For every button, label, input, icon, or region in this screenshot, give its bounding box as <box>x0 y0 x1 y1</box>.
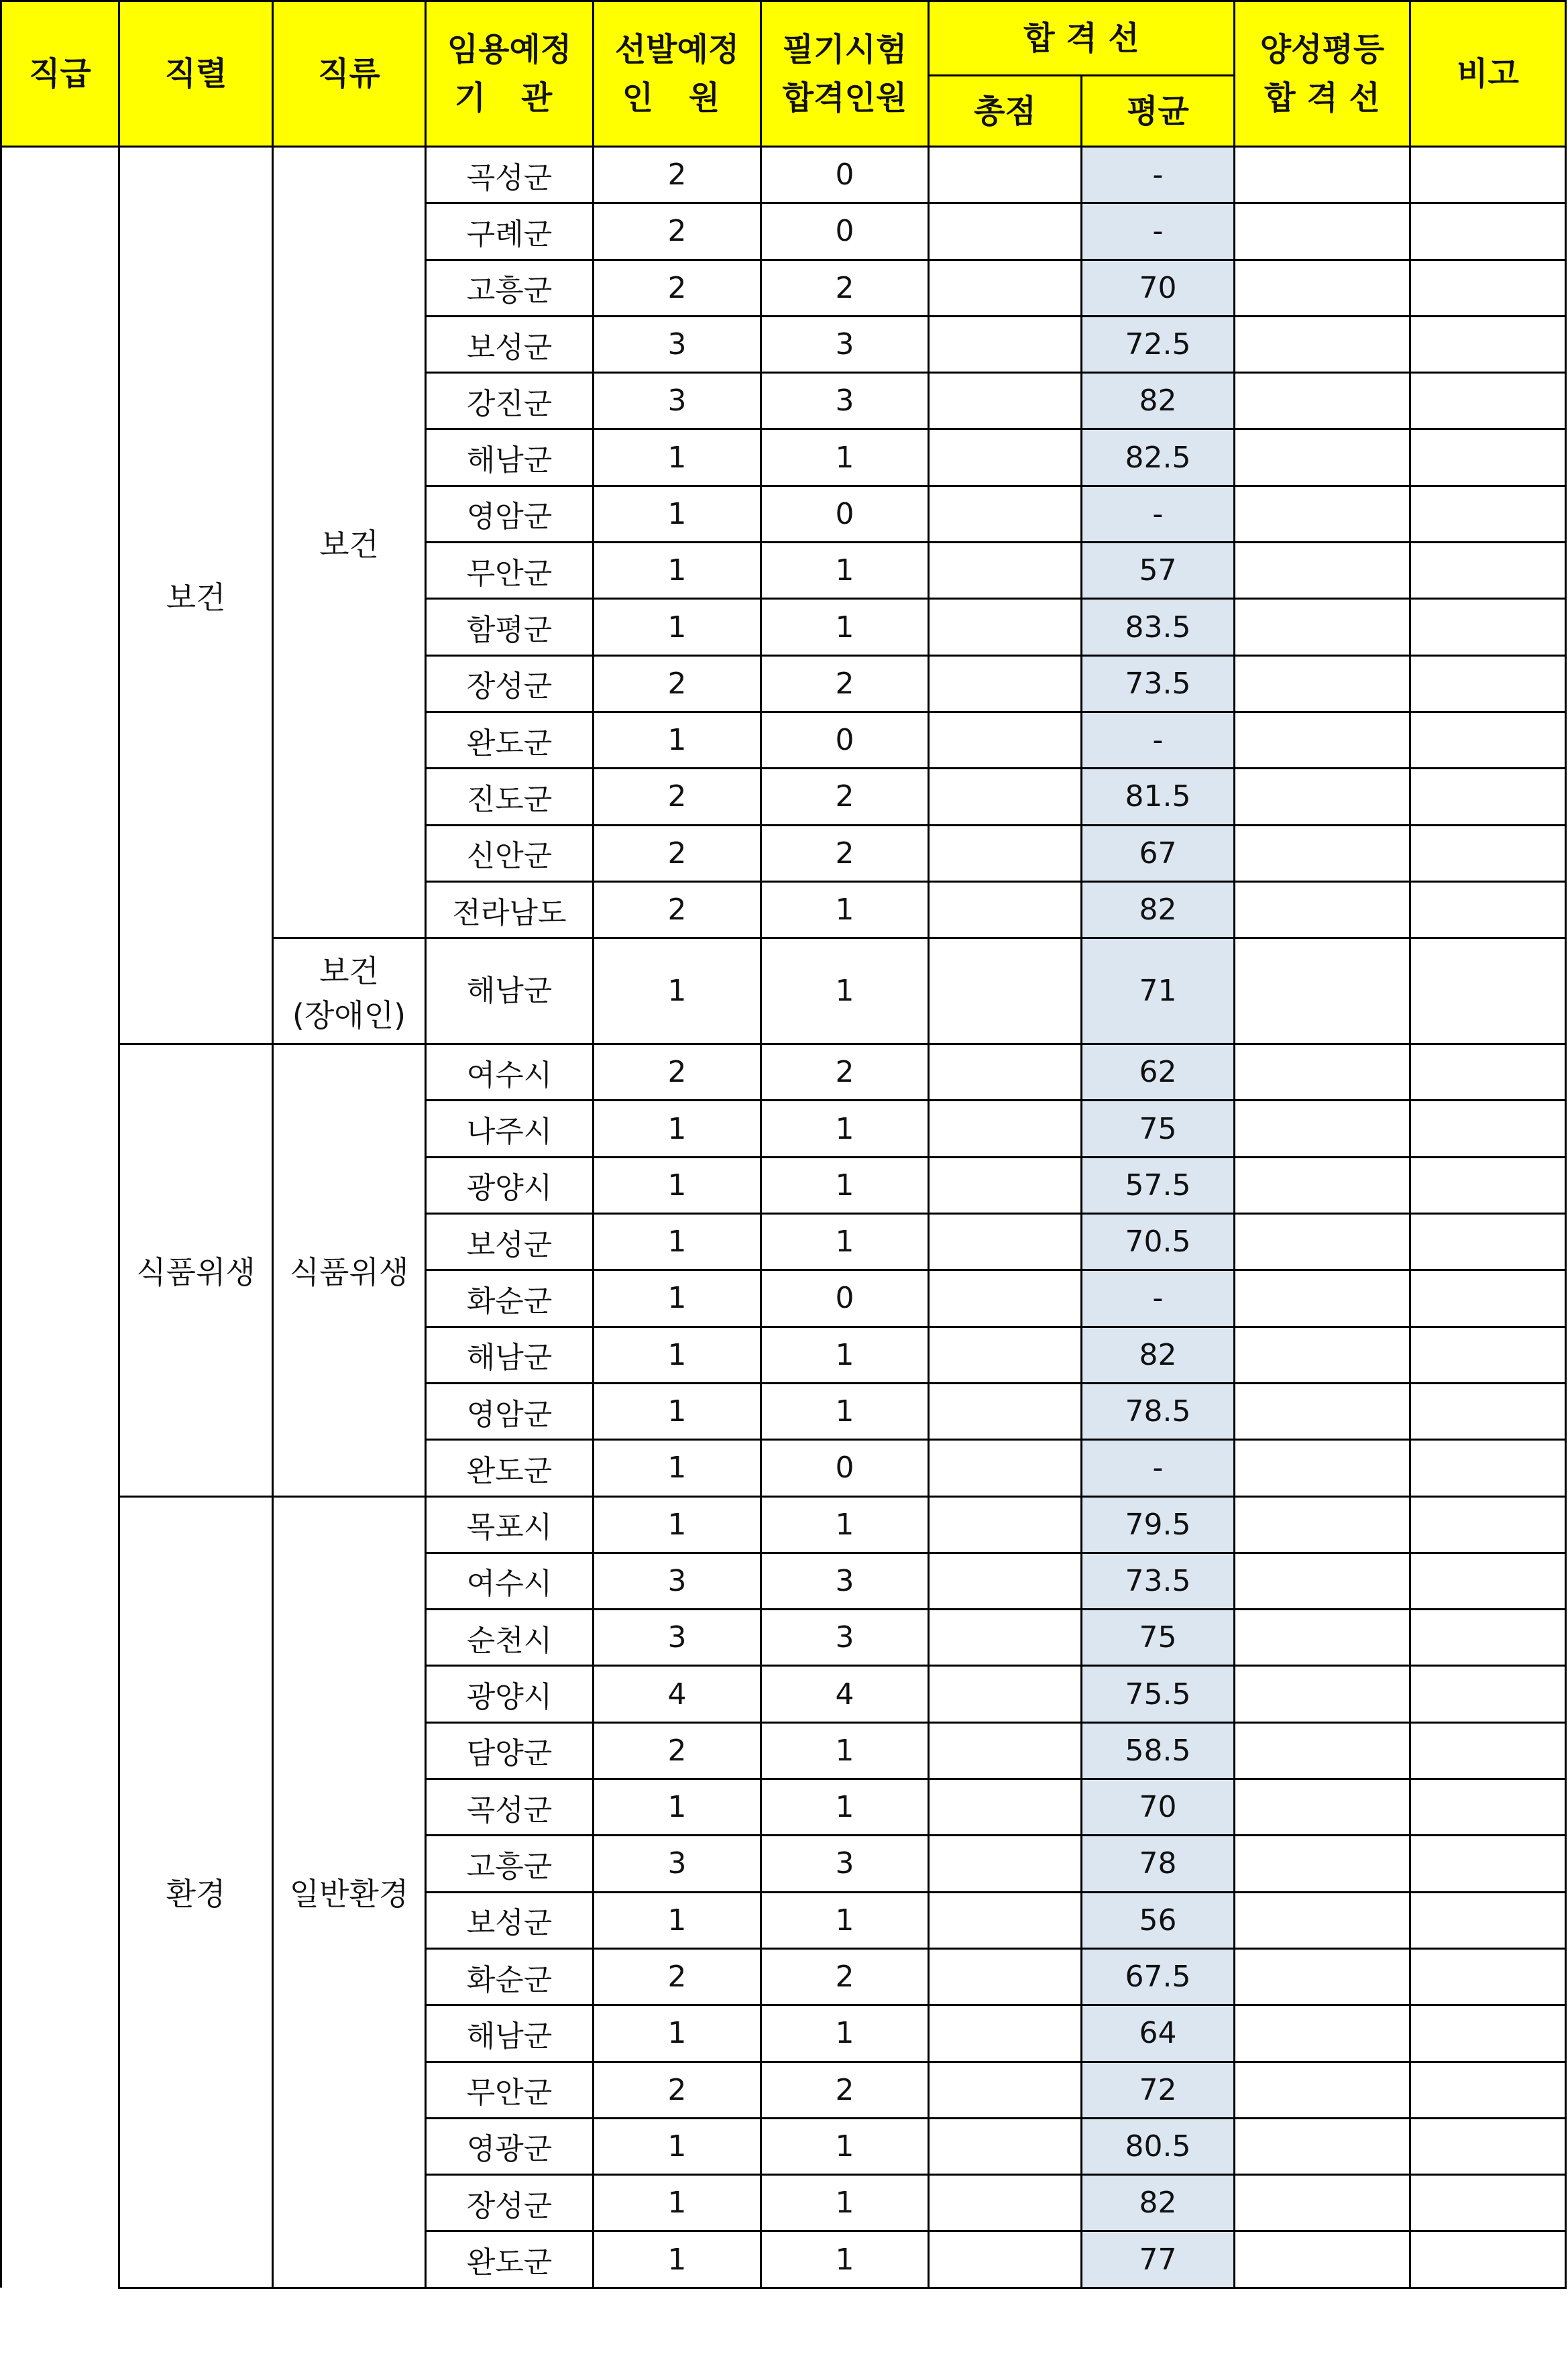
avg-cell: 75.5 <box>1082 1666 1235 1722</box>
selected-cell: 4 <box>594 1666 761 1722</box>
type-env: 일반환경 <box>273 1496 426 2288</box>
avg-cell: 82 <box>1082 2175 1235 2231</box>
total-cell <box>929 1440 1082 1496</box>
note-cell <box>1410 203 1566 260</box>
avg-cell: 64 <box>1082 2005 1235 2062</box>
selected-cell: 1 <box>594 1157 761 1213</box>
agency-cell: 영광군 <box>426 2118 594 2174</box>
header-selected-bottom: 인 원 <box>622 79 732 117</box>
header-note: 비고 <box>1410 1 1566 147</box>
type-food: 식품위생 <box>273 1044 426 1496</box>
total-cell <box>929 712 1082 768</box>
passed-cell: 3 <box>761 316 929 372</box>
passed-cell: 1 <box>761 1383 929 1439</box>
header-cutoff-avg: 평균 <box>1082 76 1235 147</box>
selected-cell: 2 <box>594 1722 761 1779</box>
passed-cell: 2 <box>761 260 929 316</box>
selected-cell: 1 <box>594 1892 761 1948</box>
selected-cell: 1 <box>594 1383 761 1439</box>
gender-cell <box>1235 1101 1410 1157</box>
note-cell <box>1410 429 1566 486</box>
passed-cell: 1 <box>761 429 929 486</box>
agency-cell: 진도군 <box>426 769 594 825</box>
avg-cell: 62 <box>1082 1044 1235 1101</box>
agency-cell: 영암군 <box>426 1383 594 1439</box>
passed-cell: 2 <box>761 769 929 825</box>
total-cell <box>929 1214 1082 1270</box>
total-cell <box>929 2005 1082 2062</box>
selected-cell: 2 <box>594 260 761 316</box>
header-grade: 직급 <box>1 1 119 147</box>
agency-cell: 보성군 <box>426 1214 594 1270</box>
selected-cell: 1 <box>594 2118 761 2174</box>
selected-cell: 1 <box>594 1270 761 1327</box>
selected-cell: 1 <box>594 1101 761 1157</box>
avg-cell: - <box>1082 147 1235 203</box>
agency-cell: 함평군 <box>426 599 594 655</box>
avg-cell: 57 <box>1082 543 1235 599</box>
header-gender-bottom: 합 격 선 <box>1264 79 1380 117</box>
selected-cell: 1 <box>594 1496 761 1553</box>
selected-cell: 3 <box>594 373 761 429</box>
avg-cell: 58.5 <box>1082 1722 1235 1779</box>
note-cell <box>1410 147 1566 203</box>
agency-cell: 광양시 <box>426 1666 594 1722</box>
selected-cell: 1 <box>594 486 761 542</box>
avg-cell: 83.5 <box>1082 599 1235 655</box>
passed-cell: 1 <box>761 2231 929 2288</box>
header-selected <box>594 1 761 147</box>
total-cell <box>929 1722 1082 1779</box>
avg-cell: 57.5 <box>1082 1157 1235 1213</box>
avg-cell: 82 <box>1082 373 1235 429</box>
selected-cell: 3 <box>594 316 761 372</box>
gender-cell <box>1235 1836 1410 1892</box>
total-cell <box>929 429 1082 486</box>
agency-cell: 여수시 <box>426 1044 594 1101</box>
gender-cell <box>1235 1722 1410 1779</box>
note-cell <box>1410 1610 1566 1666</box>
passed-cell: 0 <box>761 712 929 768</box>
note-cell <box>1410 1327 1566 1383</box>
header-gender <box>1235 1 1410 147</box>
total-cell <box>929 373 1082 429</box>
selected-cell: 2 <box>594 147 761 203</box>
avg-cell: 70 <box>1082 1779 1235 1836</box>
total-cell <box>929 769 1082 825</box>
table-row <box>1 147 1566 203</box>
agency-cell: 해남군 <box>426 429 594 486</box>
selected-cell: 1 <box>594 599 761 655</box>
agency-cell: 나주시 <box>426 1101 594 1157</box>
gender-cell <box>1235 769 1410 825</box>
passed-cell: 1 <box>761 599 929 655</box>
total-cell <box>929 2062 1082 2118</box>
note-cell <box>1410 1101 1566 1157</box>
gender-cell <box>1235 543 1410 599</box>
agency-cell: 완도군 <box>426 712 594 768</box>
total-cell <box>929 655 1082 712</box>
gender-cell <box>1235 2005 1410 2062</box>
avg-cell: 72.5 <box>1082 316 1235 372</box>
gender-cell <box>1235 655 1410 712</box>
note-cell <box>1410 1440 1566 1496</box>
passed-cell: 2 <box>761 2062 929 2118</box>
note-cell <box>1410 2231 1566 2288</box>
note-cell <box>1410 486 1566 542</box>
header-selected-top: 선발예정 <box>614 31 740 68</box>
passed-cell: 1 <box>761 543 929 599</box>
agency-cell: 완도군 <box>426 1440 594 1496</box>
avg-cell: - <box>1082 486 1235 542</box>
avg-cell: 80.5 <box>1082 2118 1235 2174</box>
gender-cell <box>1235 260 1410 316</box>
gender-cell <box>1235 373 1410 429</box>
passed-cell: 1 <box>761 1157 929 1213</box>
total-cell <box>929 1610 1082 1666</box>
note-cell <box>1410 2175 1566 2231</box>
selected-cell: 1 <box>594 712 761 768</box>
avg-cell: - <box>1082 1440 1235 1496</box>
gender-cell <box>1235 881 1410 938</box>
avg-cell: 78.5 <box>1082 1383 1235 1439</box>
avg-cell: 81.5 <box>1082 769 1235 825</box>
passed-cell: 1 <box>761 1214 929 1270</box>
header-agency-bottom: 기 관 <box>454 79 565 117</box>
selected-cell: 2 <box>594 1948 761 2005</box>
note-cell <box>1410 1666 1566 1722</box>
passed-cell: 0 <box>761 147 929 203</box>
selected-cell: 1 <box>594 429 761 486</box>
agency-cell: 장성군 <box>426 655 594 712</box>
selected-cell: 2 <box>594 2062 761 2118</box>
total-cell <box>929 1666 1082 1722</box>
note-cell <box>1410 2062 1566 2118</box>
header-cutoff-total: 총점 <box>929 76 1082 147</box>
total-cell <box>929 1157 1082 1213</box>
gender-cell <box>1235 2062 1410 2118</box>
agency-cell: 순천시 <box>426 1610 594 1666</box>
total-cell <box>929 1948 1082 2005</box>
agency-cell: 광양시 <box>426 1157 594 1213</box>
gender-cell <box>1235 825 1410 881</box>
gender-cell <box>1235 1327 1410 1383</box>
note-cell <box>1410 1779 1566 1836</box>
selected-cell: 1 <box>594 2175 761 2231</box>
total-cell <box>929 938 1082 1044</box>
total-cell <box>929 260 1082 316</box>
selected-cell: 2 <box>594 1044 761 1101</box>
avg-cell: 73.5 <box>1082 1553 1235 1609</box>
selected-cell: 3 <box>594 1553 761 1609</box>
total-cell <box>929 1496 1082 1553</box>
avg-cell: - <box>1082 712 1235 768</box>
selected-cell: 1 <box>594 1440 761 1496</box>
gender-cell <box>1235 1157 1410 1213</box>
avg-cell: 75 <box>1082 1101 1235 1157</box>
note-cell <box>1410 1270 1566 1327</box>
avg-cell: 73.5 <box>1082 655 1235 712</box>
selected-cell: 3 <box>594 1610 761 1666</box>
type-health-disabled-bottom: (장애인) <box>292 997 406 1033</box>
header-series: 직렬 <box>119 1 273 147</box>
passed-cell: 0 <box>761 203 929 260</box>
note-cell <box>1410 1044 1566 1101</box>
note-cell <box>1410 1383 1566 1439</box>
header-agency-top: 임용예정 <box>447 31 572 68</box>
agency-cell: 무안군 <box>426 543 594 599</box>
gender-cell <box>1235 316 1410 372</box>
passed-cell: 0 <box>761 1270 929 1327</box>
passed-cell: 1 <box>761 2118 929 2174</box>
avg-cell: 77 <box>1082 2231 1235 2288</box>
passed-cell: 0 <box>761 1440 929 1496</box>
note-cell <box>1410 1892 1566 1948</box>
series-health: 보건 <box>119 147 273 1044</box>
gender-cell <box>1235 1440 1410 1496</box>
total-cell <box>929 1779 1082 1836</box>
total-cell <box>929 1892 1082 1948</box>
selected-cell: 1 <box>594 2005 761 2062</box>
gender-cell <box>1235 2118 1410 2174</box>
passed-cell: 2 <box>761 825 929 881</box>
passed-cell: 3 <box>761 1610 929 1666</box>
table-row <box>1 1496 1566 1553</box>
header-agency <box>426 1 594 147</box>
passed-cell: 1 <box>761 2175 929 2231</box>
agency-cell: 신안군 <box>426 825 594 881</box>
gender-cell <box>1235 938 1410 1044</box>
total-cell <box>929 1553 1082 1609</box>
selected-cell: 1 <box>594 1327 761 1383</box>
gender-cell <box>1235 147 1410 203</box>
total-cell <box>929 599 1082 655</box>
avg-cell: 71 <box>1082 938 1235 1044</box>
agency-cell: 장성군 <box>426 2175 594 2231</box>
agency-cell: 화순군 <box>426 1948 594 2005</box>
header-passed-top: 필기시험 <box>782 31 907 68</box>
total-cell <box>929 881 1082 938</box>
note-cell <box>1410 543 1566 599</box>
total-cell <box>929 203 1082 260</box>
note-cell <box>1410 769 1566 825</box>
table-row <box>1 1044 1566 1101</box>
passed-cell: 1 <box>761 1327 929 1383</box>
avg-cell: 56 <box>1082 1892 1235 1948</box>
total-cell <box>929 2118 1082 2174</box>
gender-cell <box>1235 1666 1410 1722</box>
gender-cell <box>1235 712 1410 768</box>
agency-cell: 구례군 <box>426 203 594 260</box>
gender-cell <box>1235 1214 1410 1270</box>
avg-cell: 82 <box>1082 1327 1235 1383</box>
avg-cell: 72 <box>1082 2062 1235 2118</box>
agency-cell: 해남군 <box>426 2005 594 2062</box>
gender-cell <box>1235 2175 1410 2231</box>
gender-cell <box>1235 1044 1410 1101</box>
note-cell <box>1410 881 1566 938</box>
note-cell <box>1410 260 1566 316</box>
grade-cell <box>1 147 119 2288</box>
note-cell <box>1410 2005 1566 2062</box>
selected-cell: 1 <box>594 1779 761 1836</box>
agency-cell: 고흥군 <box>426 260 594 316</box>
agency-cell: 전라남도 <box>426 881 594 938</box>
note-cell <box>1410 1157 1566 1213</box>
passed-cell: 1 <box>761 1892 929 1948</box>
selected-cell: 2 <box>594 203 761 260</box>
passed-cell: 3 <box>761 373 929 429</box>
gender-cell <box>1235 2231 1410 2288</box>
avg-cell: 79.5 <box>1082 1496 1235 1553</box>
agency-cell: 담양군 <box>426 1722 594 1779</box>
note-cell <box>1410 1214 1566 1270</box>
header-passed-bottom: 합격인원 <box>782 79 907 117</box>
header-passed <box>761 1 929 147</box>
gender-cell <box>1235 1553 1410 1609</box>
total-cell <box>929 1101 1082 1157</box>
agency-cell: 해남군 <box>426 938 594 1044</box>
total-cell <box>929 2231 1082 2288</box>
gender-cell <box>1235 1779 1410 1836</box>
agency-cell: 무안군 <box>426 2062 594 2118</box>
agency-cell: 여수시 <box>426 1553 594 1609</box>
gender-cell <box>1235 429 1410 486</box>
series-food: 식품위생 <box>119 1044 273 1496</box>
note-cell <box>1410 1553 1566 1609</box>
passed-cell: 1 <box>761 938 929 1044</box>
agency-cell: 강진군 <box>426 373 594 429</box>
avg-cell: 67 <box>1082 825 1235 881</box>
note-cell <box>1410 1722 1566 1779</box>
selected-cell: 2 <box>594 769 761 825</box>
total-cell <box>929 1044 1082 1101</box>
series-env: 환경 <box>119 1496 273 2288</box>
agency-cell: 보성군 <box>426 316 594 372</box>
agency-cell: 목포시 <box>426 1496 594 1553</box>
note-cell <box>1410 599 1566 655</box>
agency-cell: 고흥군 <box>426 1836 594 1892</box>
total-cell <box>929 2175 1082 2231</box>
note-cell <box>1410 1496 1566 1553</box>
note-cell <box>1410 2118 1566 2174</box>
note-cell <box>1410 373 1566 429</box>
agency-cell: 곡성군 <box>426 147 594 203</box>
total-cell <box>929 825 1082 881</box>
note-cell <box>1410 316 1566 372</box>
total-cell <box>929 1327 1082 1383</box>
gender-cell <box>1235 1383 1410 1439</box>
agency-cell: 곡성군 <box>426 1779 594 1836</box>
type-health: 보건 <box>273 147 426 938</box>
passed-cell: 1 <box>761 1101 929 1157</box>
avg-cell: - <box>1082 203 1235 260</box>
avg-cell: 82 <box>1082 881 1235 938</box>
type-health-disabled <box>273 938 426 1044</box>
avg-cell: 82.5 <box>1082 429 1235 486</box>
avg-cell: 67.5 <box>1082 1948 1235 2005</box>
passed-cell: 2 <box>761 655 929 712</box>
gender-cell <box>1235 486 1410 542</box>
passed-cell: 1 <box>761 1779 929 1836</box>
gender-cell <box>1235 1948 1410 2005</box>
table-body <box>1 147 1566 2288</box>
agency-cell: 화순군 <box>426 1270 594 1327</box>
note-cell <box>1410 1836 1566 1892</box>
passed-cell: 2 <box>761 1044 929 1101</box>
note-cell <box>1410 825 1566 881</box>
note-cell <box>1410 712 1566 768</box>
agency-cell: 해남군 <box>426 1327 594 1383</box>
avg-cell: 78 <box>1082 1836 1235 1892</box>
total-cell <box>929 1383 1082 1439</box>
passed-cell: 1 <box>761 2005 929 2062</box>
passed-cell: 2 <box>761 1948 929 2005</box>
selected-cell: 1 <box>594 2231 761 2288</box>
agency-cell: 영암군 <box>426 486 594 542</box>
note-cell <box>1410 655 1566 712</box>
note-cell <box>1410 1948 1566 2005</box>
avg-cell: 75 <box>1082 1610 1235 1666</box>
passed-cell: 1 <box>761 881 929 938</box>
gender-cell <box>1235 1610 1410 1666</box>
total-cell <box>929 1270 1082 1327</box>
passed-cell: 1 <box>761 1496 929 1553</box>
selected-cell: 3 <box>594 1836 761 1892</box>
agency-cell: 완도군 <box>426 2231 594 2288</box>
passed-cell: 3 <box>761 1553 929 1609</box>
type-health-disabled-top: 보건 <box>319 952 379 989</box>
total-cell <box>929 1836 1082 1892</box>
passed-cell: 0 <box>761 486 929 542</box>
selected-cell: 2 <box>594 655 761 712</box>
gender-cell <box>1235 1270 1410 1327</box>
agency-cell: 보성군 <box>426 1892 594 1948</box>
total-cell <box>929 543 1082 599</box>
avg-cell: - <box>1082 1270 1235 1327</box>
selected-cell: 2 <box>594 825 761 881</box>
passed-cell: 4 <box>761 1666 929 1722</box>
gender-cell <box>1235 203 1410 260</box>
total-cell <box>929 316 1082 372</box>
table-header <box>1 1 1566 147</box>
selected-cell: 1 <box>594 1214 761 1270</box>
header-cutoff: 합 격 선 <box>929 1 1235 76</box>
selected-cell: 1 <box>594 938 761 1044</box>
passed-cell: 3 <box>761 1836 929 1892</box>
note-cell <box>1410 938 1566 1044</box>
avg-cell: 70 <box>1082 260 1235 316</box>
passed-cell: 1 <box>761 1722 929 1779</box>
selected-cell: 1 <box>594 543 761 599</box>
gender-cell <box>1235 1892 1410 1948</box>
total-cell <box>929 486 1082 542</box>
gender-cell <box>1235 599 1410 655</box>
gender-cell <box>1235 1496 1410 1553</box>
header-gender-top: 양성평등 <box>1259 31 1385 68</box>
selected-cell: 2 <box>594 881 761 938</box>
total-cell <box>929 147 1082 203</box>
header-type: 직류 <box>273 1 426 147</box>
avg-cell: 70.5 <box>1082 1214 1235 1270</box>
